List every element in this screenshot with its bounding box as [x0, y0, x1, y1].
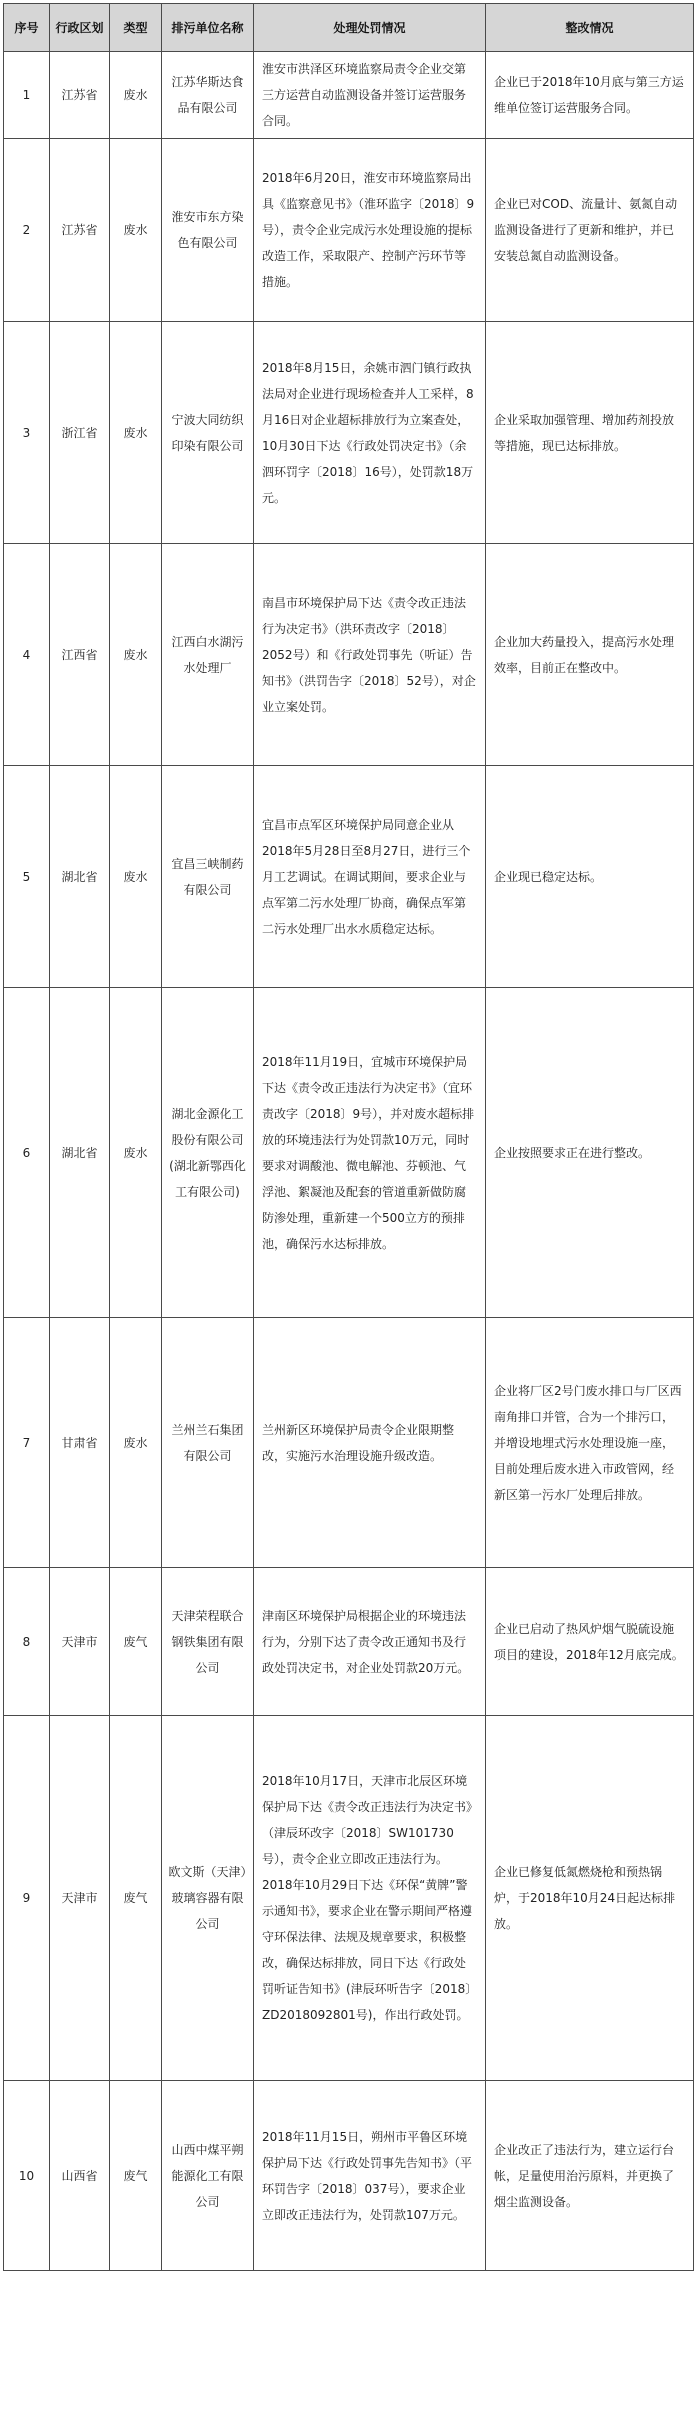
row-no: 6: [4, 988, 50, 1318]
row-company: 欧文斯（天津）玻璃容器有限公司: [162, 1716, 254, 2081]
header-penalty: 处理处罚情况: [254, 4, 486, 52]
row-region: 江苏省: [50, 52, 110, 139]
enforcement-table: [3, 3, 694, 2271]
row-type: 废气: [110, 1568, 162, 1716]
row-no: 8: [4, 1568, 50, 1716]
row-type: 废水: [110, 322, 162, 544]
row-penalty: 2018年11月15日，朔州市平鲁区环境保护局下达《行政处罚事先告知书》（平环罚告字〔2018〕037号），要求企业立即改正违法行为，处罚款107万元。: [254, 2081, 486, 2271]
row-type: 废水: [110, 766, 162, 988]
header-type: 类型: [110, 4, 162, 52]
row-no: 1: [4, 52, 50, 139]
table-row: [4, 139, 694, 322]
row-type: 废水: [110, 139, 162, 322]
row-rectify: 企业已对COD、流量计、氨氮自动监测设备进行了更新和维护，并已安装总氮自动监测设备。: [486, 139, 694, 322]
row-region: 甘肃省: [50, 1318, 110, 1568]
table-row: [4, 322, 694, 544]
row-type: 废水: [110, 544, 162, 766]
table-row: [4, 52, 694, 139]
row-company: 宁波大同纺织印染有限公司: [162, 322, 254, 544]
row-rectify: 企业加大药量投入，提高污水处理效率，目前正在整改中。: [486, 544, 694, 766]
row-type: 废水: [110, 988, 162, 1318]
row-penalty: 津南区环境保护局根据企业的环境违法行为，分别下达了责令改正通知书及行政处罚决定书，对企业处罚款20万元。: [254, 1568, 486, 1716]
row-type: 废气: [110, 2081, 162, 2271]
row-penalty: 2018年10月17日，天津市北辰区环境保护局下达《责令改正违法行为决定书》（津辰环改字〔2018〕SW101730号），责令企业立即改正违法行为。2018年10月29日下达《环保“黄牌”警示通知书》，要求企业在警示期间严格遵守环保法律、法规及规章要求，积极整改，确保达标排放，同日下达《行政处罚听证告知书》(津辰环听告字〔2018〕ZD2018092801号)，作出行政处罚。: [254, 1716, 486, 2081]
row-region: 天津市: [50, 1568, 110, 1716]
row-company: 淮安市东方染色有限公司: [162, 139, 254, 322]
row-region: 山西省: [50, 2081, 110, 2271]
header-no: 序号: [4, 4, 50, 52]
row-penalty: 淮安市洪泽区环境监察局责令企业交第三方运营自动监测设备并签订运营服务合同。: [254, 52, 486, 139]
row-region: 湖北省: [50, 988, 110, 1318]
row-region: 天津市: [50, 1716, 110, 2081]
row-no: 7: [4, 1318, 50, 1568]
row-type: 废水: [110, 52, 162, 139]
table-row: [4, 2081, 694, 2271]
row-penalty: 宜昌市点军区环境保护局同意企业从2018年5月28日至8月27日，进行三个月工艺调试。在调试期间，要求企业与点军第二污水处理厂协商，确保点军第二污水处理厂出水水质稳定达标。: [254, 766, 486, 988]
table-body: [4, 52, 694, 2271]
table-row: [4, 988, 694, 1318]
header-row: [4, 4, 694, 52]
row-penalty: 南昌市环境保护局下达《责令改正违法行为决定书》（洪环责改字〔2018〕2052号）和《行政处罚事先（听证）告知书》（洪罚告字〔2018〕52号），对企业立案处罚。: [254, 544, 486, 766]
row-rectify: 企业已修复低氮燃烧枪和预热锅炉，于2018年10月24日起达标排放。: [486, 1716, 694, 2081]
row-type: 废水: [110, 1318, 162, 1568]
table-row: [4, 1568, 694, 1716]
header-rectify: 整改情况: [486, 4, 694, 52]
row-rectify: 企业改正了违法行为，建立运行台帐，足量使用治污原料，并更换了烟尘监测设备。: [486, 2081, 694, 2271]
row-penalty: 2018年11月19日，宜城市环境保护局下达《责令改正违法行为决定书》（宜环责改字〔2018〕9号），并对废水超标排放的环境违法行为处罚款10万元，同时要求对调酸池、微电解池、芬顿池、气浮池、絮凝池及配套的管道重新做防腐防渗处理，重新建一个500立方的预排池，确保污水达标排放。: [254, 988, 486, 1318]
row-region: 浙江省: [50, 322, 110, 544]
row-company: 宜昌三峡制药有限公司: [162, 766, 254, 988]
row-company: 天津荣程联合钢铁集团有限公司: [162, 1568, 254, 1716]
row-region: 湖北省: [50, 766, 110, 988]
table-row: [4, 544, 694, 766]
row-region: 江苏省: [50, 139, 110, 322]
header-company: 排污单位名称: [162, 4, 254, 52]
row-company: 山西中煤平朔能源化工有限公司: [162, 2081, 254, 2271]
row-no: 3: [4, 322, 50, 544]
row-rectify: 企业现已稳定达标。: [486, 766, 694, 988]
row-penalty: 2018年6月20日，淮安市环境监察局出具《监察意见书》（淮环监字〔2018〕9号），责令企业完成污水处理设施的提标改造工作，采取限产、控制产污环节等措施。: [254, 139, 486, 322]
row-no: 5: [4, 766, 50, 988]
header-region: 行政区划: [50, 4, 110, 52]
table-row: [4, 766, 694, 988]
row-rectify: 企业采取加强管理、增加药剂投放等措施，现已达标排放。: [486, 322, 694, 544]
row-no: 9: [4, 1716, 50, 2081]
row-rectify: 企业将厂区2号门废水排口与厂区西南角排口并管，合为一个排污口，并增设地埋式污水处理设施一座，目前处理后废水进入市政管网，经新区第一污水厂处理后排放。: [486, 1318, 694, 1568]
row-penalty: 兰州新区环境保护局责令企业限期整改，实施污水治理设施升级改造。: [254, 1318, 486, 1568]
row-penalty: 2018年8月15日，余姚市泗门镇行政执法局对企业进行现场检查并人工采样，8月16日对企业超标排放行为立案查处，10月30日下达《行政处罚决定书》（余泗环罚字〔2018〕16号），处罚款18万元。: [254, 322, 486, 544]
table-row: [4, 1716, 694, 2081]
table-row: [4, 1318, 694, 1568]
row-company: 江苏华斯达食品有限公司: [162, 52, 254, 139]
row-region: 江西省: [50, 544, 110, 766]
row-rectify: 企业按照要求正在进行整改。: [486, 988, 694, 1318]
row-type: 废气: [110, 1716, 162, 2081]
row-no: 2: [4, 139, 50, 322]
row-company: 湖北金源化工股份有限公司(湖北新鄂西化工有限公司): [162, 988, 254, 1318]
table-header: [4, 4, 694, 52]
row-no: 10: [4, 2081, 50, 2271]
row-no: 4: [4, 544, 50, 766]
row-company: 江西白水湖污水处理厂: [162, 544, 254, 766]
row-company: 兰州兰石集团有限公司: [162, 1318, 254, 1568]
row-rectify: 企业已于2018年10月底与第三方运维单位签订运营服务合同。: [486, 52, 694, 139]
row-rectify: 企业已启动了热风炉烟气脱硫设施项目的建设，2018年12月底完成。: [486, 1568, 694, 1716]
